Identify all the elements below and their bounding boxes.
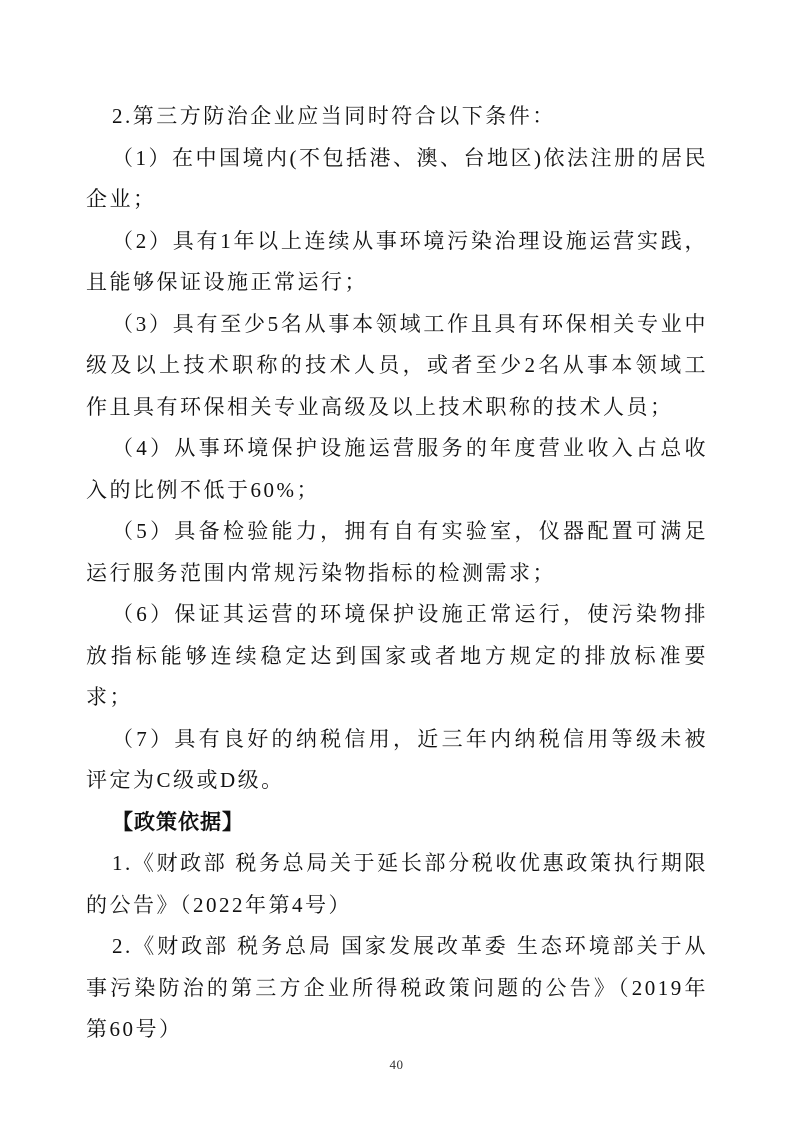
para-policy-doc-1: 1.《财政部 税务总局关于延长部分税收优惠政策执行期限的公告》（2022年第4号） bbox=[86, 851, 708, 917]
para-third-party-conditions-intro: 2.第三方防治企业应当同时符合以下条件： bbox=[112, 104, 556, 128]
para-policy-doc-2: 2.《财政部 税务总局 国家发展改革委 生态环境部关于从事污染防治的第三方企业所得税政策问题的公告》（2019年第60号） bbox=[86, 934, 708, 1041]
policy-basis-heading: 【政策依据】 bbox=[112, 809, 244, 834]
para-condition-3: （3）具有至少5名从事本领域工作且具有环保相关专业中级及以上技术职称的技术人员，或者至少2名从事本领域工作且具有环保相关专业高级及以上技术职称的技术人员； bbox=[86, 311, 708, 419]
para-condition-6: （6）保证其运营的环境保护设施正常运行，使污染物排放指标能够连续稳定达到国家或者地方规定的排放标准要求； bbox=[86, 602, 708, 709]
document-body bbox=[86, 96, 708, 1051]
para-condition-1: （1）在中国境内(不包括港、澳、台地区)依法注册的居民企业； bbox=[86, 145, 708, 211]
para-condition-5: （5）具备检验能力，拥有自有实验室，仪器配置可满足运行服务范围内常规污染物指标的检测需求； bbox=[86, 519, 708, 585]
para-condition-4: （4）从事环境保护设施运营服务的年度营业收入占总收入的比例不低于60%； bbox=[86, 436, 708, 502]
para-condition-7: （7）具有良好的纳税信用，近三年内纳税信用等级未被评定为C级或D级。 bbox=[86, 726, 708, 792]
page-footer bbox=[0, 1056, 793, 1074]
page-number: 40 bbox=[389, 1057, 404, 1072]
para-condition-2: （2）具有1年以上连续从事环境污染治理设施运营实践，且能够保证设施正常运行； bbox=[86, 228, 708, 294]
